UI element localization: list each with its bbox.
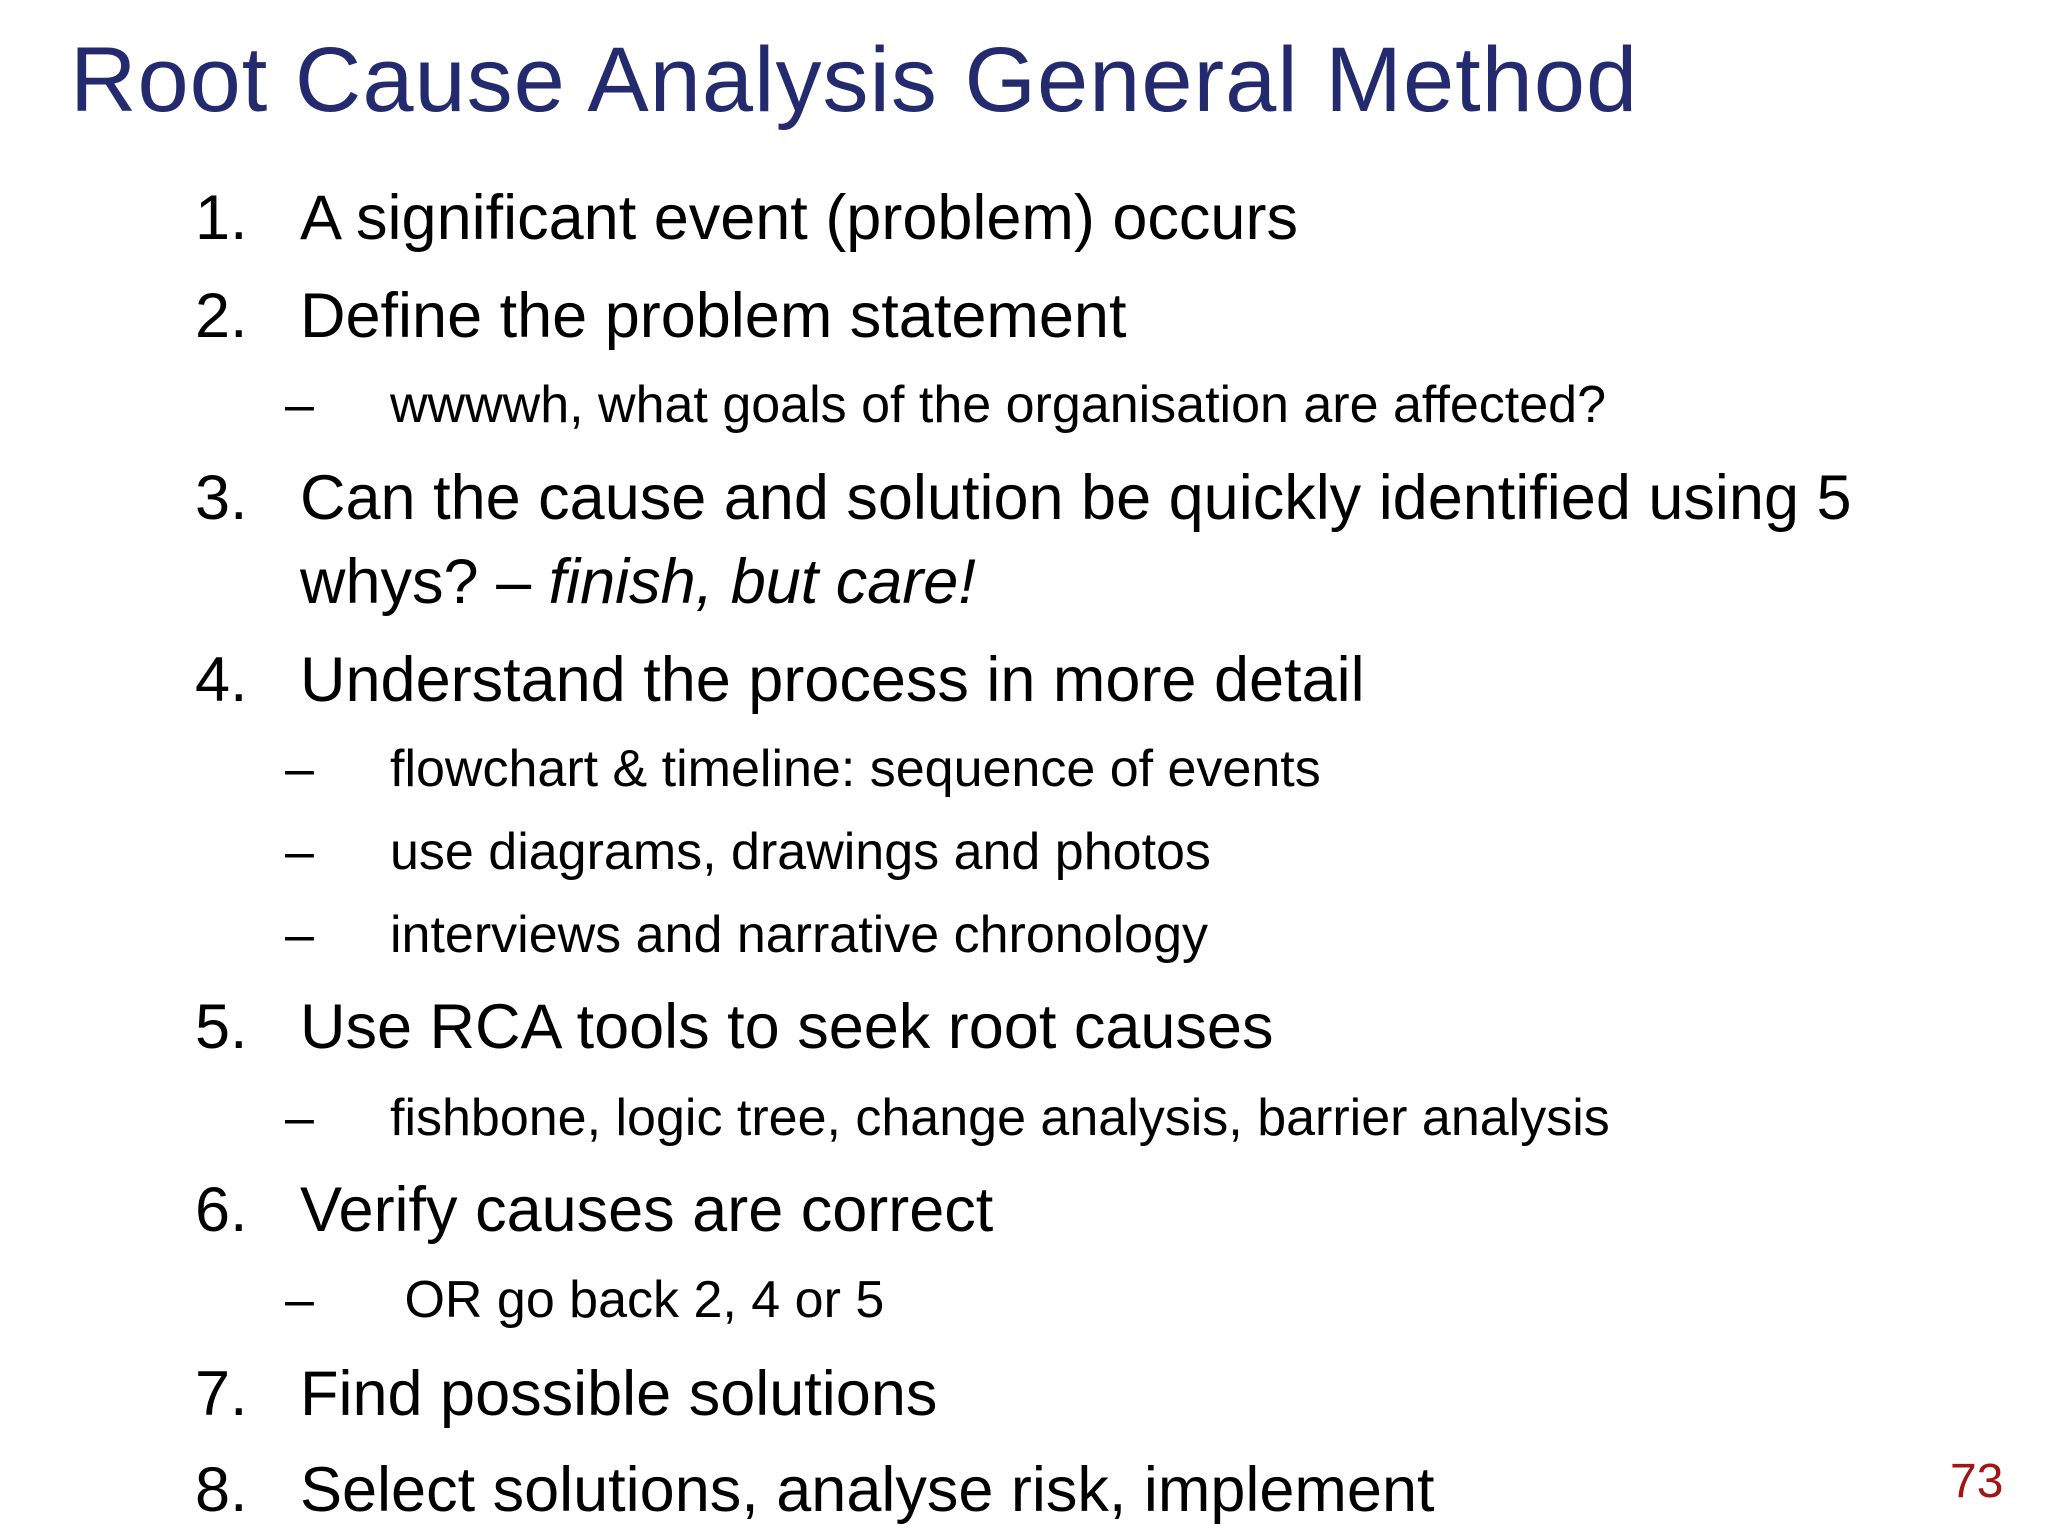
item-text: Find possible solutions <box>300 1359 938 1429</box>
sub-item-text: use diagrams, drawings and photos <box>390 823 1211 881</box>
item-number: 4. <box>195 645 248 715</box>
sub-item-dash: – <box>285 740 314 798</box>
sub-item-dash: – <box>285 376 314 434</box>
item-number: 2. <box>195 281 248 351</box>
sub-item-text: interviews and narrative chronology <box>390 906 1208 964</box>
sub-item-dash: – <box>285 1271 314 1329</box>
item-number: 6. <box>195 1175 248 1245</box>
item-number: 7. <box>195 1359 248 1429</box>
item-text-plain: whys? – <box>300 547 549 617</box>
item-text: Understand the process in more detail <box>300 645 1365 715</box>
sub-item-dash: – <box>285 823 314 881</box>
sub-item-text: OR go back 2, 4 or 5 <box>390 1271 885 1329</box>
item-text: Use RCA tools to seek root causes <box>300 992 1274 1062</box>
item-text: A significant event (problem) occurs <box>300 183 1298 253</box>
sub-item-text: wwwwh, what goals of the organisation are affected? <box>390 376 1606 434</box>
page-number: 73 <box>1950 1455 2004 1508</box>
slide-title: Root Cause Analysis General Method <box>70 29 1639 131</box>
item-number: 8. <box>195 1455 248 1525</box>
item-text: Define the problem statement <box>300 281 1127 351</box>
item-text: Verify causes are correct <box>300 1175 994 1245</box>
sub-item-dash: – <box>285 1089 314 1147</box>
item-number: 3. <box>195 463 248 533</box>
item-text-italic: finish, but care! <box>548 547 976 617</box>
item-number: 1. <box>195 183 248 253</box>
sub-item-text: fishbone, logic tree, change analysis, barrier analysis <box>390 1089 1610 1147</box>
item-text: Select solutions, analyse risk, implement <box>300 1455 1435 1525</box>
sub-item-dash: – <box>285 906 314 964</box>
sub-item-text: flowchart & timeline: sequence of events <box>390 740 1321 798</box>
item-number: 5. <box>195 992 248 1062</box>
item-text: Can the cause and solution be quickly identified using 5 <box>300 463 1852 533</box>
item-text-line2 <box>300 540 976 624</box>
